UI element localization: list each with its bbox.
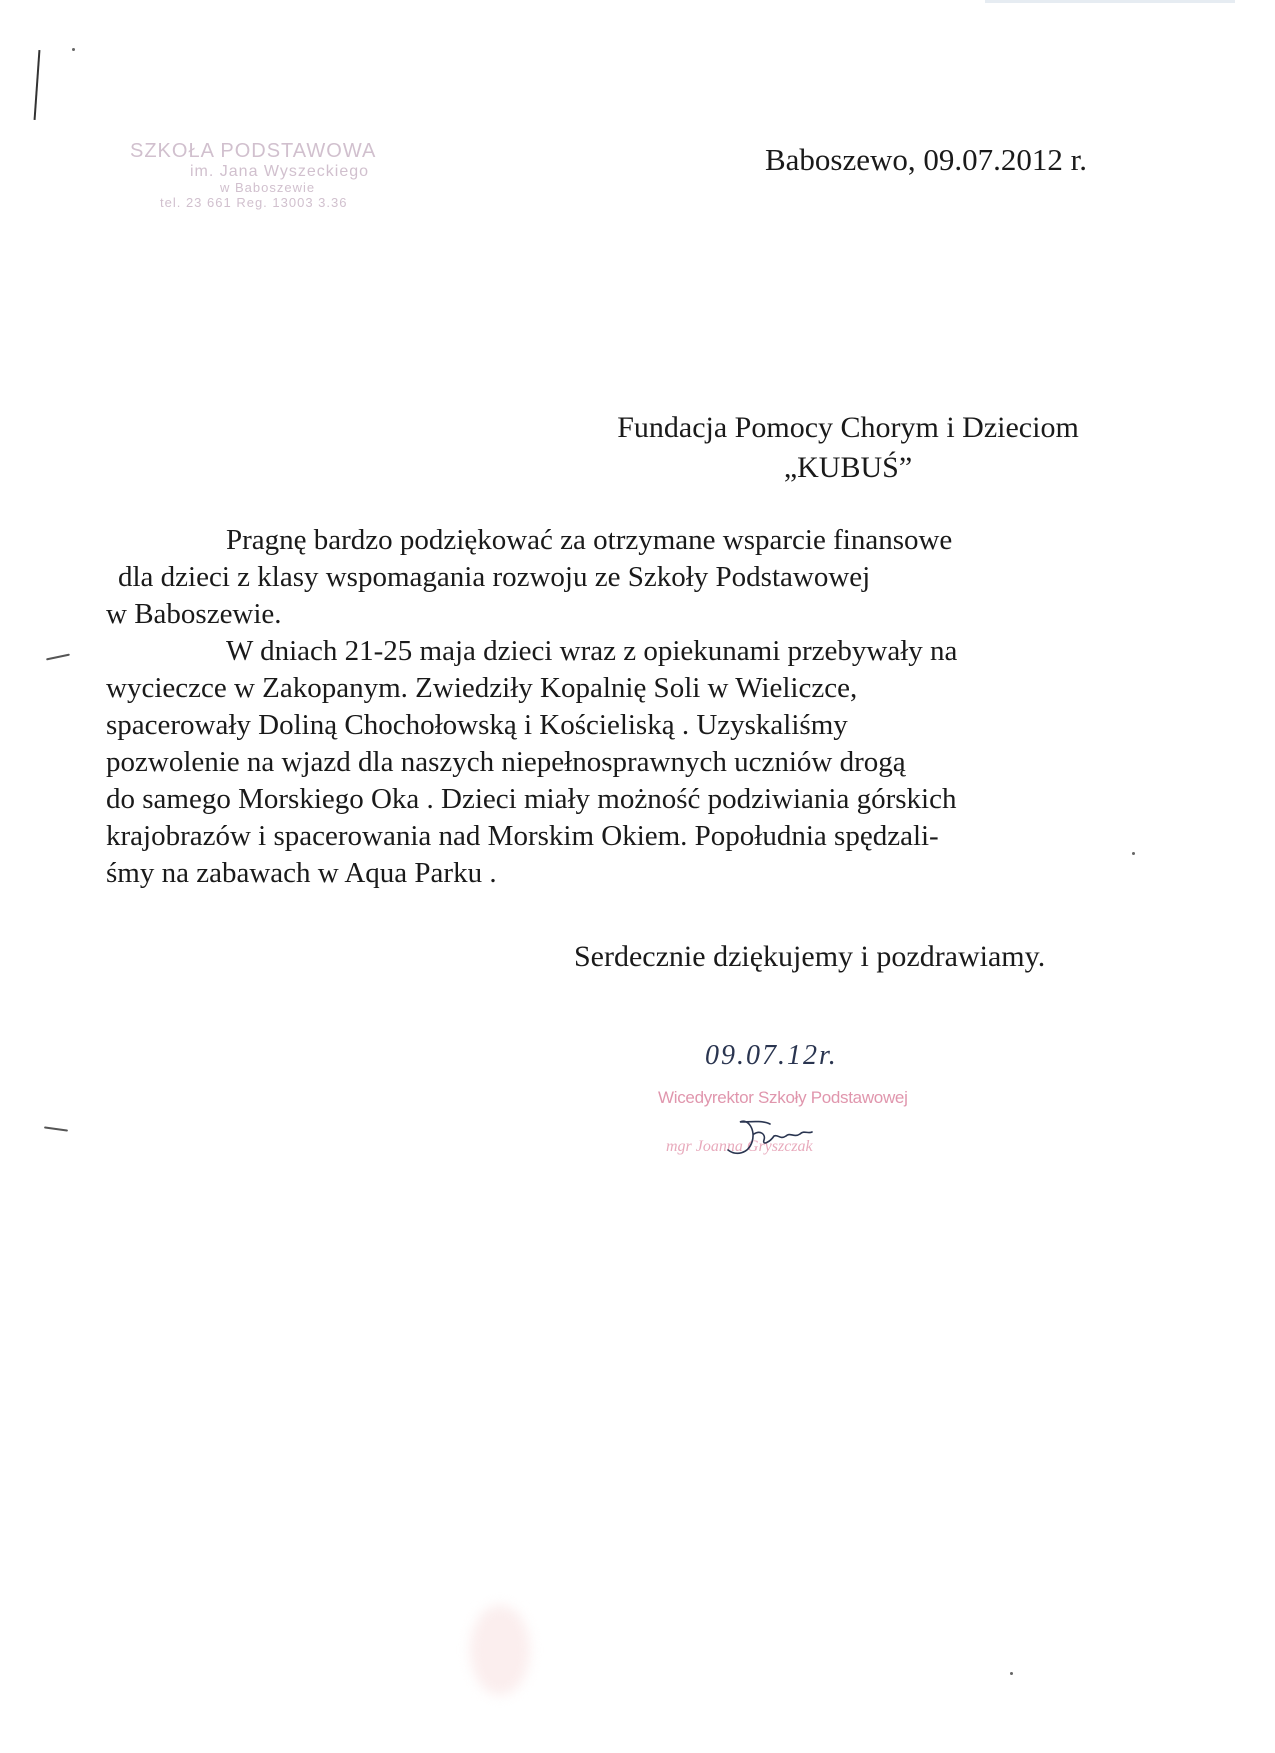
school-stamp-line4: tel. 23 661 Reg. 13003 3.36 xyxy=(160,195,348,211)
body-line: do samego Morskiego Oka . Dzieci miały możność podziwiania górskich xyxy=(106,783,957,815)
recipient-block xyxy=(588,408,1108,488)
handwritten-signature xyxy=(718,1112,828,1162)
school-stamp-line1: SZKOŁA PODSTAWOWA xyxy=(130,140,377,162)
closing-line: Serdecznie dziękujemy i pozdrawiamy. xyxy=(574,940,1046,973)
school-stamp-line3: w Baboszewie xyxy=(220,180,316,196)
signature-stamp-title: Wicedyrektor Szkoły Podstawowej xyxy=(658,1088,908,1107)
punch-mark xyxy=(44,1126,68,1131)
body-line: pozwolenie na wjazd dla naszych niepełnosprawnych uczniów drogą xyxy=(106,746,906,778)
margin-pen-mark xyxy=(34,50,41,120)
body-line: w Baboszewie. xyxy=(106,598,282,630)
place-and-date: Baboszewo, 09.07.2012 r. xyxy=(765,142,1088,177)
scan-speck xyxy=(1010,1672,1013,1675)
paper-smudge xyxy=(470,1605,530,1695)
handwritten-date: 09.07.12r. xyxy=(705,1040,838,1071)
school-stamp-line2: im. Jana Wyszeckiego xyxy=(190,163,370,180)
signature-stamp-name: mgr Joanna Gryszczak xyxy=(666,1138,813,1155)
recipient-line1: Fundacja Pomocy Chorym i Dzieciom xyxy=(617,411,1079,444)
body-line: śmy na zabawach w Aqua Parku . xyxy=(106,857,497,889)
school-stamp xyxy=(130,140,420,211)
letter-body xyxy=(106,522,1106,892)
body-line: spacerowały Doliną Chochołowską i Kościeliską . Uzyskaliśmy xyxy=(106,709,848,741)
body-line: krajobrazów i spacerowania nad Morskim Okiem. Popołudnia spędzali- xyxy=(106,820,939,852)
scan-speck xyxy=(1132,852,1135,855)
scan-speck xyxy=(72,48,75,51)
body-line: W dniach 21-25 maja dzieci wraz z opiekunami przebywały na xyxy=(226,635,958,667)
scan-edge-line xyxy=(985,0,1235,3)
recipient-line2: „KUBUŚ” xyxy=(783,451,913,484)
punch-mark xyxy=(46,654,70,661)
body-line: Pragnę bardzo podziękować za otrzymane wsparcie finansowe xyxy=(226,524,953,556)
body-line: wycieczce w Zakopanym. Zwiedziły Kopalnię Soli w Wieliczce, xyxy=(106,672,858,704)
body-line: dla dzieci z klasy wspomagania rozwoju ze Szkoły Podstawowej xyxy=(118,561,871,593)
